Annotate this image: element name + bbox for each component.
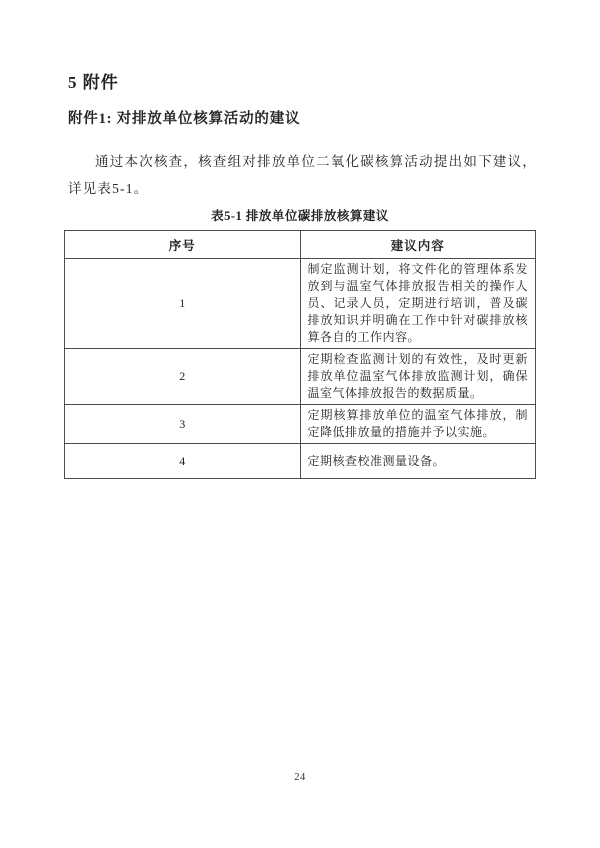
table-row	[65, 349, 536, 405]
table-header	[65, 231, 536, 259]
row-content-cell: 定期检查监测计划的有效性，及时更新排放单位温室气体排放监测计划，确保温室气体排放报告的数据质量。	[300, 349, 536, 405]
table-body	[65, 259, 536, 479]
table-caption: 表5-1 排放单位碳排放核算建议	[211, 209, 389, 223]
table-row	[65, 444, 536, 479]
row-number-cell: 1	[65, 259, 301, 349]
row-number-cell: 4	[65, 444, 301, 479]
recommendations-table	[64, 230, 536, 479]
table-header-row	[65, 231, 536, 259]
row-number-cell: 3	[65, 405, 301, 444]
attachment-subheading: 附件1: 对排放单位核算活动的建议	[68, 111, 301, 127]
table-row	[65, 405, 536, 444]
column-header-seq: 序号	[65, 231, 301, 259]
row-content-cell: 定期核算排放单位的温室气体排放，制定降低排放量的措施并予以实施。	[300, 405, 536, 444]
section-heading: 5 附件	[68, 73, 119, 92]
row-number-cell: 2	[65, 349, 301, 405]
page-number: 24	[294, 772, 306, 783]
row-content-cell: 制定监测计划，将文件化的管理体系发放到与温室气体排放报告相关的操作人员、记录人员，定期进行培训，普及碳排放知识并明确在工作中针对碳排放核算各自的工作内容。	[300, 259, 536, 349]
column-header-content: 建议内容	[300, 231, 536, 259]
intro-paragraph: 通过本次核查，核查组对排放单位二氧化碳核算活动提出如下建议，详见表5-1。	[68, 154, 537, 196]
row-content-cell: 定期核查校准测量设备。	[300, 444, 536, 479]
table-row	[65, 259, 536, 349]
